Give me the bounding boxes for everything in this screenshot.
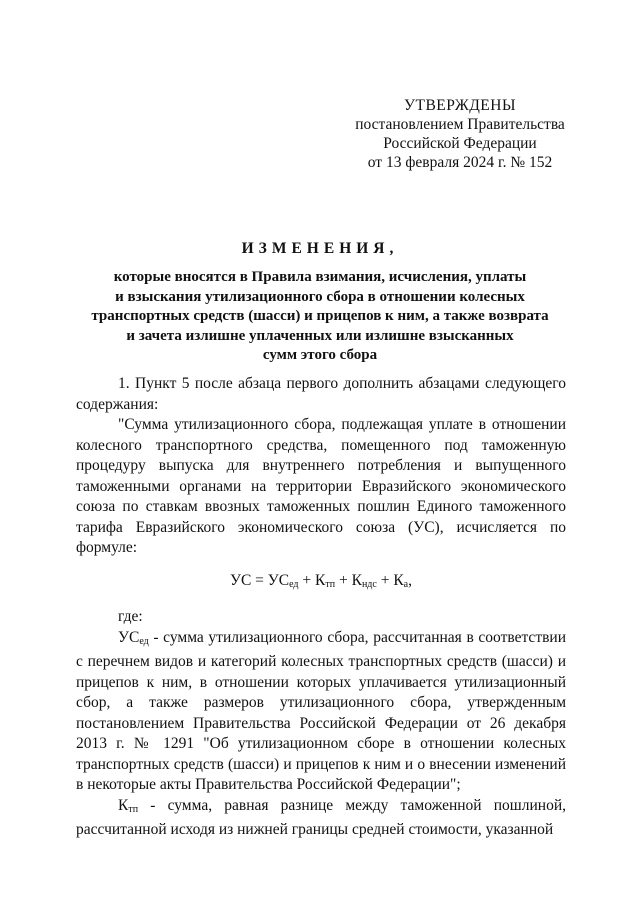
where-label: где: (118, 608, 143, 625)
subtitle-line: и взыскания утилизационного сбора в отношении колесных (115, 288, 525, 305)
document-title: ИЗМЕНЕНИЯ, (241, 240, 399, 257)
formula-k-nds: К (351, 571, 362, 589)
subtitle-line: транспортных средств (шасси) и прицепов к ним, а также возврата (91, 308, 549, 324)
formula-sub-nds: ндс (361, 578, 377, 590)
formula-k-tp: К (315, 571, 326, 589)
document-subtitle (90, 268, 550, 366)
formula-sub-tp: тп (325, 578, 336, 590)
formula-us-ed: УС (267, 571, 290, 589)
definition-us-ed-text: - сумма утилизационного сбора, рассчитанная в соответствии с перечнем видов и категорий колесных транспортных средств (шасси) и прицепов к ним, в отношении которых уплачивается утилизационный сбор, а также размеров утилизационного сбора, утвержденным постановлением Правительства Российской Федерации от 26 декабря 2013 г. № 1291 "Об утилизационном сборе в отношении колесных транспортных средств (шасси) и прицепов к ним и о внесении изменений в некоторые акты Правительства Российской Федерации"; (76, 628, 566, 793)
formula-k-a: К (393, 571, 404, 589)
subtitle-line: и зачета излишне уплаченных или излишне взысканных (126, 327, 514, 344)
formula-plus: + (376, 571, 394, 589)
formula-sub-a: а (403, 578, 409, 590)
formula-sub-ed: ед (289, 578, 299, 590)
approval-date: от 13 февраля 2024 г. № 152 (367, 154, 553, 171)
definition-k-tp (76, 796, 566, 841)
document-body (76, 374, 566, 841)
formula (76, 571, 566, 596)
formula-plus: + (335, 571, 352, 589)
approval-line: Российской Федерации (383, 135, 537, 152)
term-us-ed-sub: ед (139, 635, 149, 647)
definition-us-ed (76, 628, 566, 796)
subtitle-line: которые вносятся в Правила взимания, исчисления, уплаты (113, 269, 527, 285)
term-k-tp-sub: тп (128, 803, 139, 815)
formula-plus: + (298, 571, 316, 589)
paragraph-item-1: 1. Пункт 5 после абзаца первого дополнить абзацами следующего содержания: (76, 375, 566, 413)
formula-end: , (408, 571, 412, 589)
approval-line: постановлением Правительства (355, 116, 565, 133)
approval-heading: УТВЕРЖДЕНЫ (404, 97, 516, 114)
formula-equals: = (251, 571, 268, 589)
term-us-ed: УС (118, 628, 140, 646)
subtitle-line: сумм этого сбора (262, 347, 378, 363)
paragraph-quote: "Сумма утилизационного сбора, подлежащая уплате в отношении колесного транспортного средства, помещенного под таможенную процедуру выпуска для внутреннего потребления и выпущенного таможенными органами на территории Евразийского экономического союза по ставкам ввозных таможенных пошлин Единого таможенного тарифа Евразийского экономического союза (УС), исчисляется по формуле: (76, 416, 566, 556)
definition-k-tp-text: - сумма, равная разнице между таможенной пошлиной, рассчитанной исходя из нижней границы средней стоимости, указанной (76, 796, 566, 838)
formula-us: УС (229, 571, 252, 589)
term-k-tp: К (118, 796, 129, 814)
approval-block (330, 96, 590, 172)
